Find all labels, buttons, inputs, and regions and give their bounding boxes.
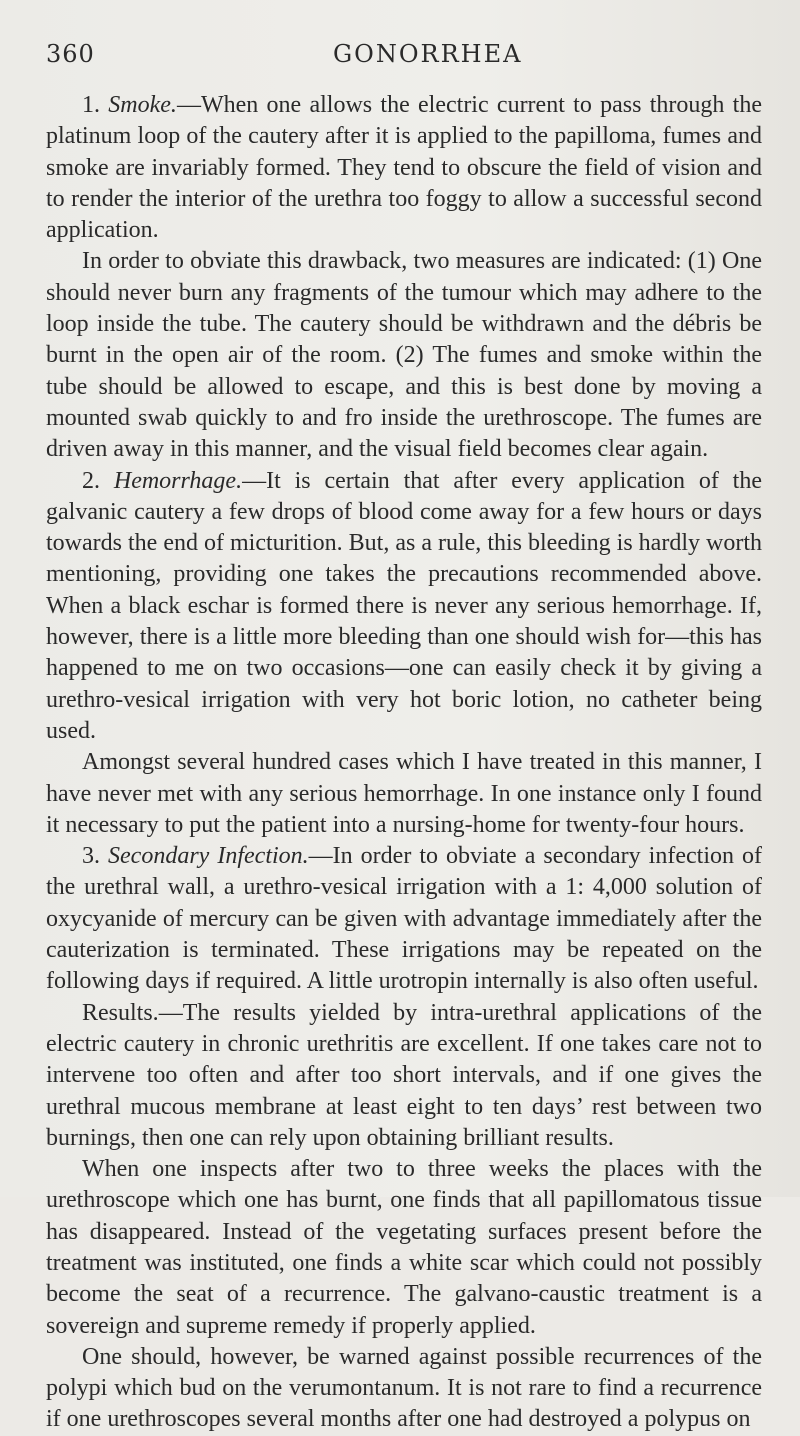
section-number: 3. [82,843,100,870]
paragraph-text: —The results yielded by intra-urethral applications of the electric cautery in chronic urethritis are excellent. If one takes care not to intervene too often and after too short intervals, and if one gives the urethral mucous membrane at least eight to ten days’ rest between two burnings, then one can rely upon obtaining brilliant results. [46,999,762,1151]
page-number: 360 [46,40,95,68]
section-title: Smoke. [108,92,177,118]
paragraph-results [46,998,762,1154]
paragraph-text: —In order to obviate a secondary infection of the urethral wall, a urethro-vesical irrigation with a 1: 4,000 solution of oxycyanide of mercury can be given with advantage immediately after the cauterization is terminated. These irrigations may be repeated on the following days if required. A little urotropin internally is also often useful. [46,843,762,995]
section-title: Results. [82,999,159,1026]
section-number: 1. [82,92,100,118]
section-title: Secondary Infection. [108,843,309,870]
page-header [0,40,800,76]
paragraph: One should, however, be warned against possible recurrences of the polypi which bud on the verumontanum. It is not rare to find a recurrence if one urethroscopes several months after one had destroyed a polypus on [46,1343,762,1433]
section-number: 2. [82,467,100,494]
paragraph-secondary-infection [46,841,762,997]
paragraph: In order to obviate this drawback, two measures are indicated: (1) One should never burn any fragments of the tumour which may adhere to the loop inside the tube. The cautery should be withdrawn and the débris be burnt in the open air of the room. (2) The fumes and smoke within the tube should be allowed to escape, and this is best done by moving a mounted swab quickly to and fro inside the urethroscope. The fumes are driven away in this manner, and the visual field becomes clear again. [46,248,762,463]
paragraph-smoke [46,90,762,246]
paragraph-text: —When one allows the electric current to pass through the platinum loop of the cautery after it is applied to the papilloma, fumes and smoke are invariably formed. They tend to obscure the field of vision and to render the interior of the urethra too foggy to allow a successful second application. [46,92,763,244]
body-text [46,90,762,1436]
paragraph-text: —It is certain that after every application of the galvanic cautery a few drops of blood come away for a few hours or days towards the end of micturition. But, as a rule, this bleeding is hardly worth mentioning, providing one takes the precautions recommended above. When a black eschar is formed there is never any serious hemorrhage. If, however, there is a little more bleeding than one should wish for—this has happened to me on two occasions—one can easily check it by giving a urethro-vesical irrigation with very hot boric lotion, no catheter being used. [46,467,763,744]
running-title: GONORRHEA [333,40,523,68]
section-title: Hemorrhage. [113,467,243,494]
paragraph-hemorrhage [46,466,762,748]
paragraph: When one inspects after two to three weeks the places with the urethroscope which one has burnt, one finds that all papillomatous tissue has disappeared. Instead of the vegetating surfaces present before the treatment was instituted, one finds a white scar which could not possibly become the seat of a recurrence. The galvano-caustic treatment is a sovereign and supreme remedy if properly applied. [46,1156,762,1339]
paragraph: Amongst several hundred cases which I have treated in this manner, I have never met with any serious hemorrhage. In one instance only I found it necessary to put the patient into a nursing-home for twenty-four hours. [46,749,762,838]
